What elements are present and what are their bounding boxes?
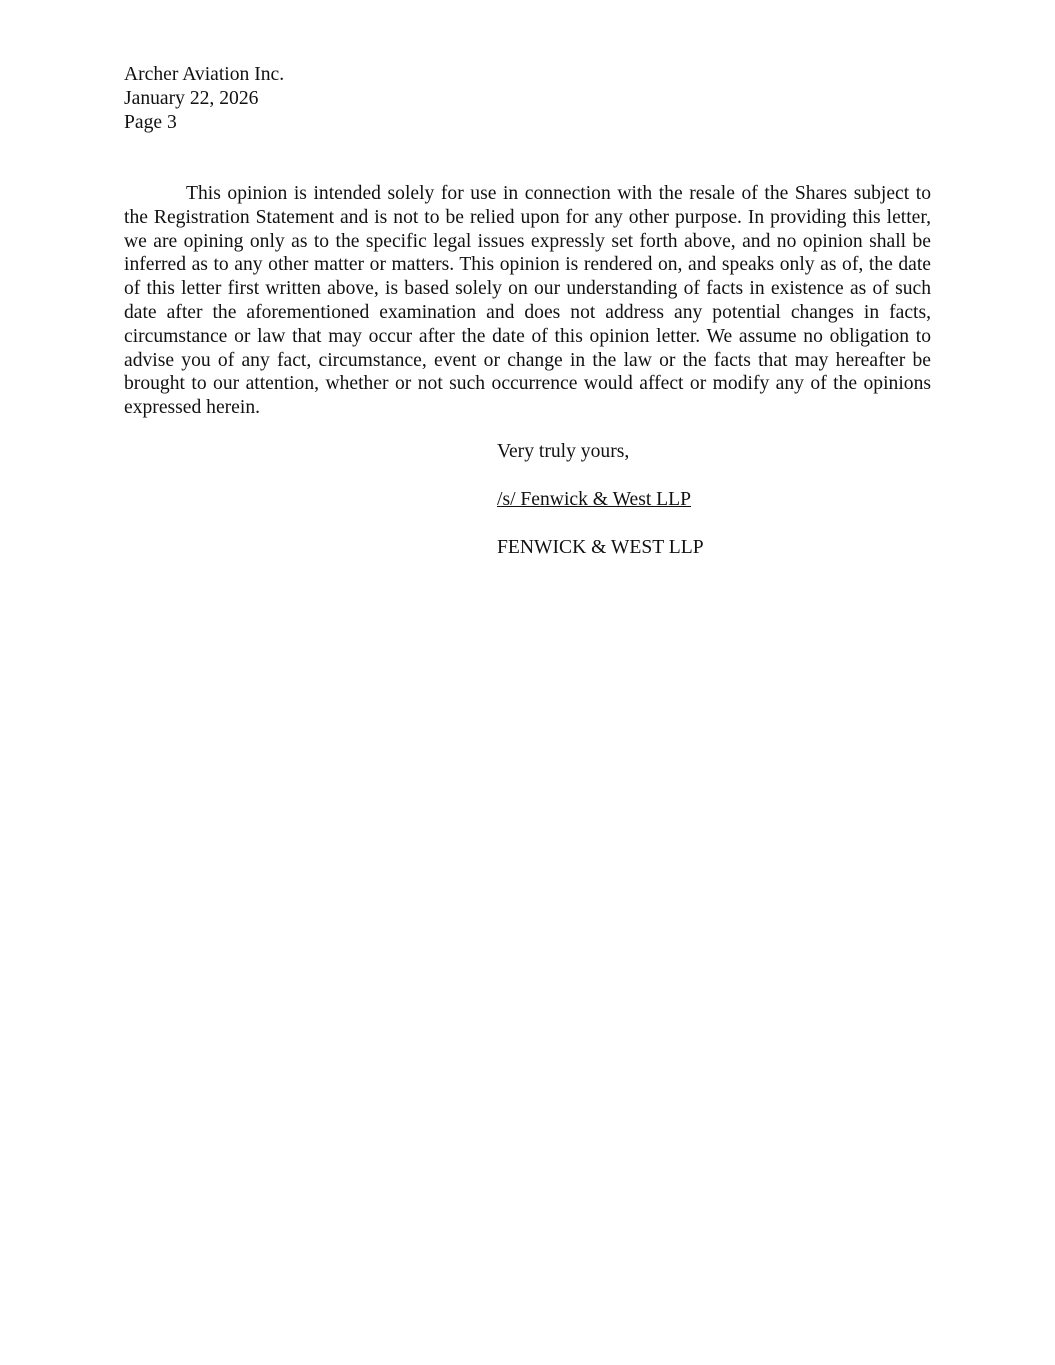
- letter-header: [124, 63, 284, 135]
- signature-text: /s/ Fenwick & West LLP: [497, 489, 691, 510]
- signature-line: [497, 488, 784, 512]
- addressee-company: Archer Aviation Inc.: [124, 64, 285, 85]
- firm-name: FENWICK & WEST LLP: [497, 537, 704, 558]
- page-number: Page 3: [124, 112, 177, 133]
- signature-underline: [691, 488, 784, 512]
- closing-salutation: Very truly yours,: [497, 441, 630, 462]
- opinion-paragraph: This opinion is intended solely for use in connection with the resale of the Shares subject to the Registration Statement and is not to be relied upon for any other purpose. In providing this letter, we are opining only as to the specific legal issues expressly set forth above, and no opinion shall be inferred as to any other matter or matters. This opinion is rendered on, and speaks only as of, the date of this letter first written above, is based solely on our understanding of facts in existence as of such date after the aforementioned examination and does not address any potential changes in facts, circumstance or law that may occur after the date of this opinion letter. We assume no obligation to advise you of any fact, circumstance, event or change in the law or the facts that may hereafter be brought to our attention, whether or not such occurrence would affect or modify any of the opinions expressed herein.: [124, 183, 931, 419]
- letter-date: January 22, 2026: [124, 88, 259, 109]
